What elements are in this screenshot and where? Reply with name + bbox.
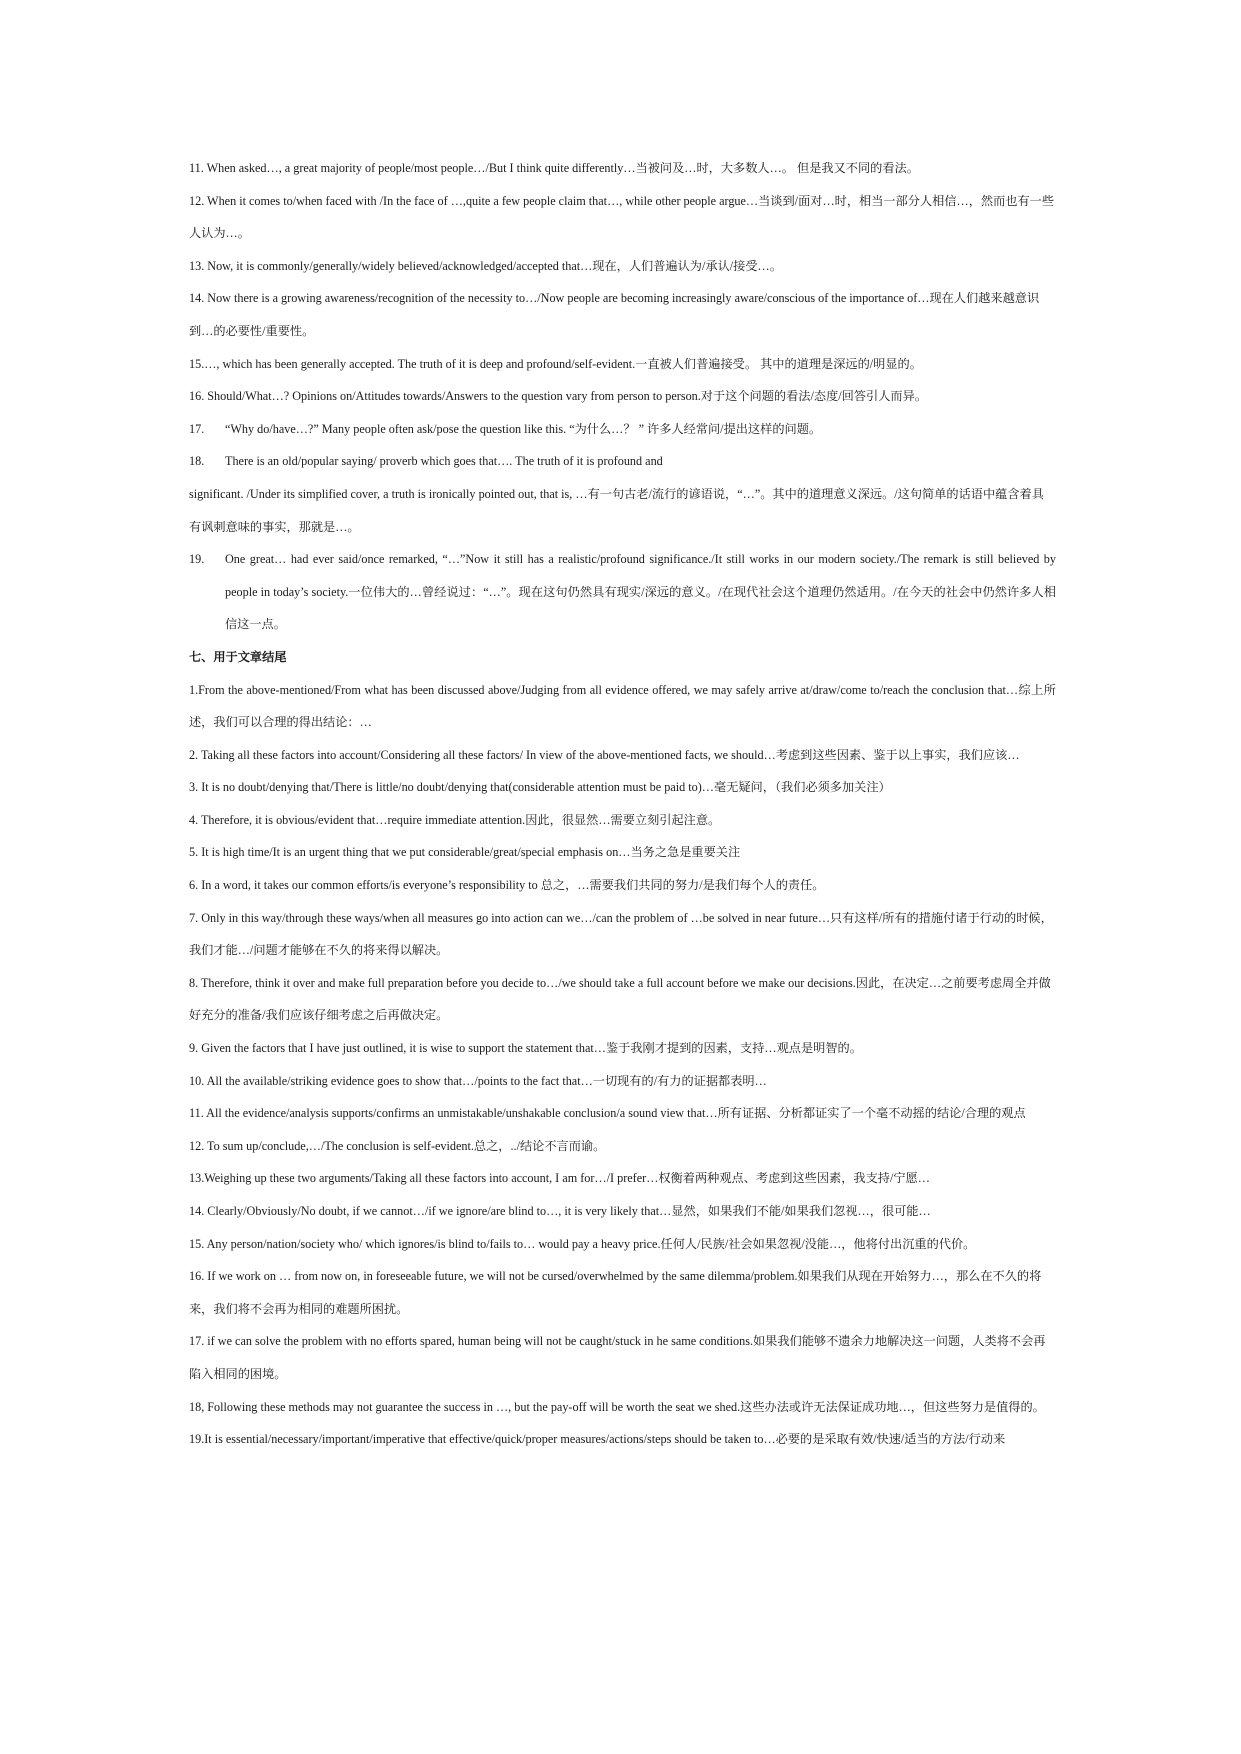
list-item: 1.From the above-mentioned/From what has been discussed above/Judging from all evidence offered, we may safely arrive at/draw/come to/reach the conclusion that…综上所述，我们可以合理的得出结论：… xyxy=(189,682,1056,730)
item-text: One great… had ever said/once remarked, “…”Now it still has a realistic/profound significance./It still works in our modern society./The remark is still believed by people in today’s society.一位伟大的…曾经说过：“…”。现在这句仍然具有现实/深远的意义。/在现代社会这个道理仍然适用。/在今天的社会中仍然许多人相信这一点。 xyxy=(225,552,1056,632)
list-item-18 xyxy=(189,445,1056,478)
list-item: 19.It is essential/necessary/important/imperative that effective/quick/proper measures/actions/steps should be taken to…必要的是采取有效/快速/适当的方法/行动来 xyxy=(189,1432,1006,1447)
list-item: 15. Any person/nation/society who/ which ignores/is blind to/fails to… would pay a heavy price.任何人/民族/社会如果忽视/没能…，他将付出沉重的代价。 xyxy=(189,1236,976,1251)
item-text: “Why do/have…?” Many people often ask/pose the question like this. “为什么…？ ” 许多人经常问/提出这样的问题。 xyxy=(225,421,822,436)
list-item: 9. Given the factors that I have just outlined, it is wise to support the statement that…鉴于我刚才提到的因素，支持…观点是明智的。 xyxy=(189,1041,862,1056)
list-item: 11. When asked…, a great majority of people/most people…/But I think quite differently…当被问及…时，大多数人…。 但是我又不同的看法。 xyxy=(189,161,919,175)
list-item: 6. In a word, it takes our common efforts/is everyone’s responsibility to 总之，…需要我们共同的努力/是我们每个人的责任。 xyxy=(189,878,825,893)
list-item-17 xyxy=(189,413,1056,446)
list-item: 15.…, which has been generally accepted. The truth of it is deep and profound/self-evident.一直被人们普遍接受。 其中的道理是深远的/明显的。 xyxy=(189,356,922,371)
section-heading: 七、用于文章结尾 xyxy=(189,649,287,664)
item-number: 18. xyxy=(189,454,205,469)
list-item: 12. To sum up/conclude,…/The conclusion is self-evident.总之，../结论不言而谕。 xyxy=(189,1138,606,1153)
list-item: 2. Taking all these factors into account/Considering all these factors/ In view of the above-mentioned facts, we should…考虑到这些因素、鉴于以上事实，我们应该… xyxy=(189,747,1020,762)
list-item: 4. Therefore, it is obvious/evident that…require immediate attention.因此，很显然…需要立刻引起注意。 xyxy=(189,812,721,827)
list-item: 10. All the available/striking evidence goes to show that…/points to the fact that…一切现有的/有力的证据都表明… xyxy=(189,1073,767,1088)
list-item: 16. Should/What…? Opinions on/Attitudes towards/Answers to the question vary from person to person.对于这个问题的看法/态度/回答引人而异。 xyxy=(189,389,927,404)
list-item: 18, Following these methods may not guarantee the success in …, but the pay-off will be worth the seat we shed.这些办法或许无法保证成功地…，但这些努力是值得的。 xyxy=(189,1399,1045,1414)
list-item: 17. if we can solve the problem with no efforts spared, human being will not be caught/stuck in he same conditions.如果我们能够不遗余力地解决这一问题，人类将不会再陷入相同的困境。 xyxy=(189,1334,1046,1381)
list-item: 16. If we work on … from now on, in foreseeable future, we will not be cursed/overwhelmed by the same dilemma/problem.如果我们从现在开始努力…，那么在不久的将来，我们将不会再为相同的难题所困扰。 xyxy=(189,1269,1042,1316)
list-item: 7. Only in this way/through these ways/when all measures go into action can we…/can the problem of …be solved in near future…只有这样/所有的措施付诸于行动的时候，我们才能…/问题才能够在不久的将来得以解决。 xyxy=(189,910,1053,958)
list-item: 5. It is high time/It is an urgent thing that we put considerable/great/special emphasis on…当务之急是重要关注 xyxy=(189,845,741,860)
list-item: 14. Now there is a growing awareness/recognition of the necessity to…/Now people are becoming increasingly aware/conscious of the importance of…现在人们越来越意识到…的必要性/重要性。 xyxy=(189,291,1040,338)
document-page xyxy=(189,152,1056,1456)
list-item: 12. When it comes to/when faced with /In the face of …,quite a few people claim that…, while other people argue…当谈到/面对…时，相当一部分人相信…，然而也有一些人认为…。 xyxy=(189,193,1055,241)
list-item: 13. Now, it is commonly/generally/widely believed/acknowledged/accepted that…现在，人们普遍认为/承认/接受…。 xyxy=(189,258,782,273)
item-number: 19. xyxy=(189,552,205,567)
item-text: There is an old/popular saying/ proverb which goes that…. The truth of it is profound and xyxy=(225,454,663,469)
list-item-19 xyxy=(189,543,1056,641)
list-item-18-continued: significant. /Under its simplified cover, a truth is ironically pointed out, that is, …有一句古老/流行的谚语说，“…”。其中的道理意义深远。/这句简单的话语中蕴含着具有讽刺意味的事实，那就是…。 xyxy=(189,486,1044,534)
list-item: 13.Weighing up these two arguments/Taking all these factors into account, I am for…/I prefer…权衡着两种观点、考虑到这些因素，我支持/宁愿… xyxy=(189,1171,930,1186)
list-item: 3. It is no doubt/denying that/There is little/no doubt/denying that(considerable attention must be paid to)…毫无疑问，（我们必须多加关注） xyxy=(189,780,891,795)
list-item: 8. Therefore, think it over and make full preparation before you decide to…/we should take a full account before we make our decisions.因此，在决定…之前要考虑周全并做好充分的准备/我们应该仔细考虑之后再做决定。 xyxy=(189,975,1051,1023)
list-item: 11. All the evidence/analysis supports/confirms an unmistakable/unshakable conclusion/a sound view that…所有证据、分析都证实了一个毫不动摇的结论/合理的观点 xyxy=(189,1106,1026,1121)
list-item: 14. Clearly/Obviously/No doubt, if we cannot…/if we ignore/are blind to…, it is very likely that…显然，如果我们不能/如果我们忽视…，很可能… xyxy=(189,1204,931,1218)
item-number: 17. xyxy=(189,421,205,436)
